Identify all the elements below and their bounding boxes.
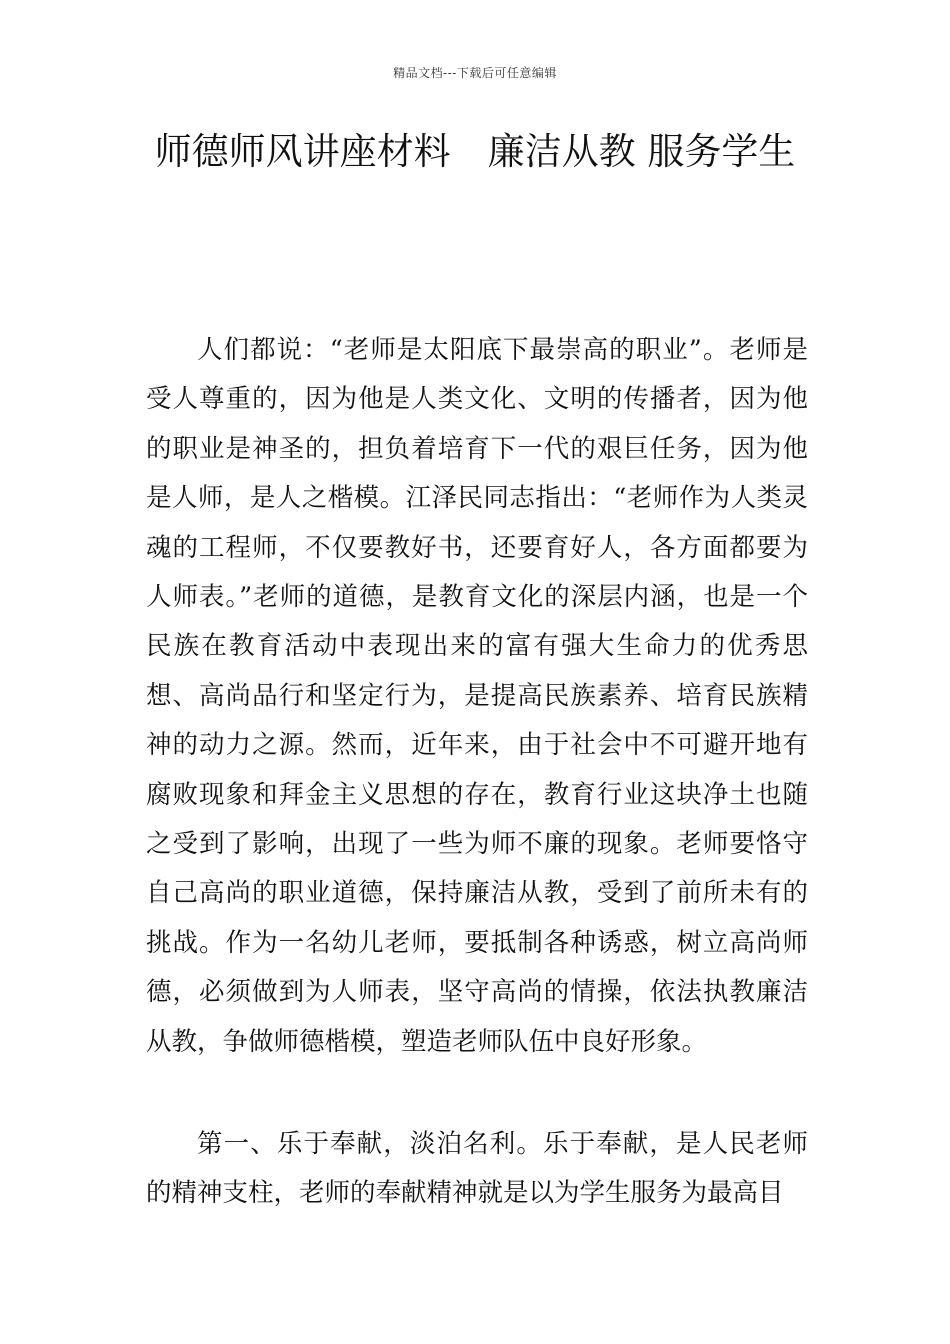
header-note: 精品文档---下载后可任意编辑 [393,66,557,80]
body-paragraph: 人们都说：“老师是太阳底下最崇高的职业”。老师是受人尊重的，因为他是人类文化、文明的传播者，因为他的职业是神圣的，担负着培育下一代的艰巨任务，因为他是人师，是人之楷模。江泽民同志指出：“老师作为人类灵魂的工程师，不仅要教好书，还要育好人，各方面都要为人师表。”老师的道德，是教育文化的深层内涵，也是一个民族在教育活动中表现出来的富有强大生命力的优秀思想、高尚品行和坚定行为，是提高民族素养、培育民族精神的动力之源。然而，近年来，由于社会中不可避开地有腐败现象和拜金主义思想的存在，教育行业这块净土也随之受到了影响，出现了一些为师不廉的现象。老师要恪守自己高尚的职业道德，保持廉洁从教，受到了前所未有的挑战。作为一名幼儿老师，要抵制各种诱惑，树立高尚师德，必须做到为人师表，坚守高尚的情操，依法执教廉洁从教，争做师德楷模，塑造老师队伍中良好形象。 [146,335,808,1057]
body-paragraph: 第一、乐于奉献，淡泊名利。乐于奉献，是人民老师的精神支柱，老师的奉献精神就是以为学生服务为最高目 [146,1129,808,1209]
document-title: 师德师风讲座材料 廉洁从教 服务学生 [154,130,796,173]
